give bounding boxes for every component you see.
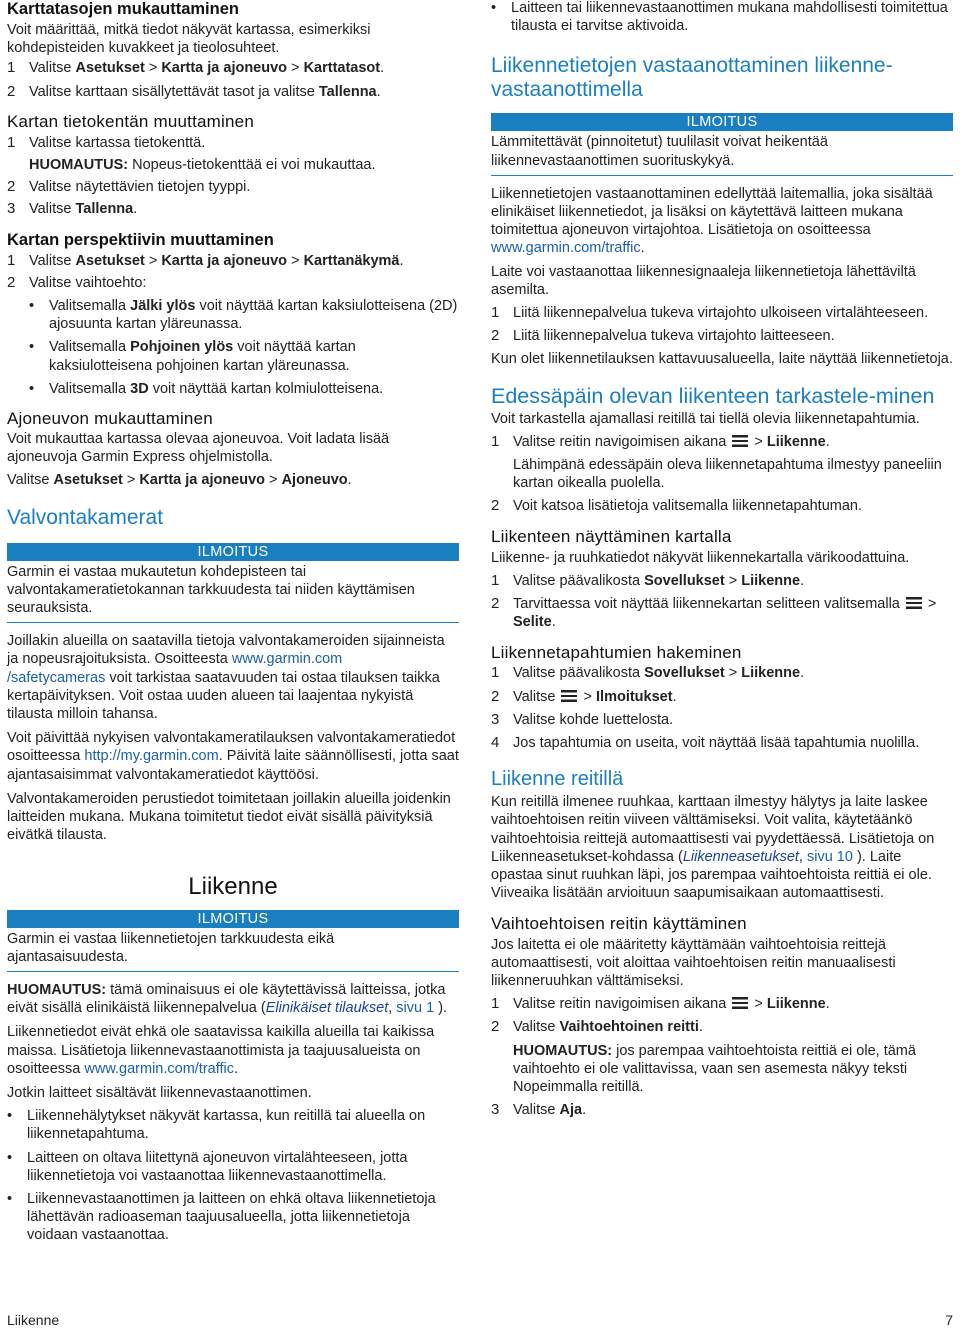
step: [7, 178, 459, 196]
step: [491, 664, 953, 682]
link[interactable]: www.garmin.com/traffic: [84, 1060, 234, 1077]
step: [491, 688, 953, 706]
notice-text: Garmin ei vastaa liikennetietojen tarkkuudesta eikä ajantasaisuudesta.: [7, 930, 335, 965]
step: [491, 1018, 953, 1036]
bullet-text: Liikennevastaanottimen ja laitteen on ehkä oltava liikennetietoja lähettävän radioaseman taajuusalueella, jotta liikennetietoja voidaan vastaanottaa.: [27, 1190, 436, 1244]
step-text: Jos tapahtumia on useita, voit näyttää lisää tapahtumia nuolilla.: [513, 735, 920, 752]
step: [7, 134, 459, 152]
subsection-title: Vaihtoehtoisen reitin käyttäminen: [491, 913, 747, 933]
bullet-item: [7, 380, 459, 398]
page-footer: [7, 1312, 953, 1328]
paragraph: Valitse Asetukset > Kartta ja ajoneuvo > Ajoneuvo.: [7, 472, 352, 489]
paragraph: Liikenne- ja ruuhkatiedot näkyvät liikennekartalla värikoodattuina.: [491, 549, 910, 566]
step: [491, 711, 953, 729]
bullet-text: Valitsemalla 3D voit näyttää kartan kolmiulotteisena.: [49, 380, 384, 397]
step: [7, 200, 459, 218]
step: [491, 433, 953, 451]
bullet-text: Liikennehälytykset näkyvät kartassa, kun reitillä tai alueella on liikennetapahtuma.: [27, 1108, 426, 1143]
step-text: Valitse > Ilmoitukset.: [513, 688, 677, 705]
step-number: 2: [7, 82, 16, 100]
bullet-glyph: •: [29, 339, 35, 356]
bullet-item: [491, 0, 953, 35]
bullet-glyph: •: [7, 1149, 13, 1166]
step-number: 2: [491, 1018, 500, 1036]
subsection-title: Kartan tietokentän muuttaminen: [7, 111, 254, 131]
paragraph: Valvontakameroiden perustiedot toimitetaan joillakin alueilla joidenkin laitteiden mukana. Mukana toimitetut tiedot eivät sisällä päivityksiä eivätkä tilausta.: [7, 790, 451, 844]
step-text: Voit katsoa lisätietoja valitsemalla liikennetapahtuman.: [513, 498, 863, 515]
step-text: Valitse karttaan sisällytettävät tasot ja valitse Tallenna.: [29, 83, 381, 100]
step: [491, 497, 953, 515]
bullet-item: [7, 1107, 459, 1143]
paragraph: Voit tarkastella ajamallasi reitillä tai tiellä olevia liikennetapahtumia.: [491, 410, 920, 427]
step-number: 3: [491, 1101, 500, 1119]
step-number: 2: [7, 273, 16, 291]
step-number: 4: [491, 734, 500, 752]
divider: [7, 622, 459, 623]
step-text: Valitse reitin navigoimisen aikana > Liikenne.: [513, 996, 830, 1013]
step-text: Valitse Asetukset > Kartta ja ajoneuvo > Karttatasot.: [29, 60, 385, 77]
section-title: Liikennetietojen vastaanottaminen liikenne-vastaanottimella: [491, 54, 893, 102]
step: [491, 304, 953, 322]
left-column: [7, 0, 459, 1245]
step-number: 1: [491, 432, 500, 450]
step-text: Valitse vaihtoehto:: [29, 274, 147, 291]
bullet-glyph: •: [491, 0, 497, 16]
note: HUOMAUTUS: Nopeus-tietokenttää ei voi mukauttaa.: [29, 157, 376, 174]
step-text: Valitse näytettävien tietojen tyyppi.: [29, 179, 251, 196]
link[interactable]: /safetycameras: [7, 669, 106, 686]
notice-banner: ILMOITUS: [7, 543, 459, 561]
step-number: 1: [7, 133, 16, 151]
bullet-text: Valitsemalla Jälki ylös voit näyttää kartan kaksiulotteisena (2D) ajosuunta kartan yläreunassa.: [49, 298, 458, 333]
step: [7, 83, 459, 101]
step-text: Valitse Tallenna.: [29, 201, 138, 218]
bullet-glyph: •: [7, 1108, 13, 1125]
bullet-text: Laitteen tai liikennevastaanottimen mukana mahdollisesti toimitettua tilausta ei tarvitse aktivoida.: [511, 0, 948, 35]
step-number: 1: [491, 571, 500, 589]
step-text: Tarvittaessa voit näyttää liikennekartan selitteen valitsemalla > Selite.: [513, 596, 937, 631]
step-number: 3: [491, 710, 500, 728]
step-number: 3: [7, 200, 16, 218]
step-result: Lähimpänä edessäpäin oleva liikennetapahtuma ilmestyy paneeliin kartan oikealla puolella.: [513, 457, 942, 492]
step-number: 1: [7, 251, 16, 269]
bullet-glyph: •: [29, 380, 35, 397]
step-number: 2: [491, 595, 500, 613]
cross-reference-link[interactable]: Liikenneasetukset: [682, 848, 799, 865]
step-text: Valitse kohde luettelosta.: [513, 711, 674, 728]
step-text: Valitse Vaihtoehtoinen reitti.: [513, 1019, 703, 1036]
bullet-item: [7, 297, 459, 333]
footer-section-name: Liikenne: [7, 1312, 60, 1328]
bullet-glyph: •: [7, 1190, 13, 1207]
step-number: 2: [7, 178, 16, 196]
paragraph: Voit määrittää, mitkä tiedot näkyvät kartassa, esimerkiksi kohdepisteiden kuvakkeet ja tieolosuhteet.: [7, 22, 371, 57]
page-link[interactable]: sivu 10: [806, 848, 853, 865]
paragraph: Liikennetiedot eivät ehkä ole saatavissa kaikilla alueilla tai kaikissa maissa. Lisätietoja liikennevastaanottimista ja taajuusalueista on osoitteessa www.garmin.com/traffic.: [7, 1024, 435, 1077]
notice-banner: ILMOITUS: [491, 113, 953, 131]
link[interactable]: http://my.garmin.com: [84, 748, 219, 765]
paragraph: Joillakin alueilla on saatavilla tietoja valvontakameroiden sijainneista ja nopeusrajoituksista. Osoitteesta www.garmin.com /safetycameras voit tarkistaa saatavuuden tai ostaa tilauksen taikka kertapäivityksen. Voit ostaa uuden alueen tai laajentaa nykyistä tilausta milloin tahansa.: [7, 633, 445, 723]
chapter-title: Valvontakamerat: [7, 505, 164, 529]
bullet-item: [7, 338, 459, 374]
notice-text: Lämmitettävät (pinnoitetut) tuulilasit voivat heikentää liikennevastaanottimen suorituskykyä.: [491, 134, 828, 169]
section-title: Liikenne reitillä: [491, 768, 624, 791]
step: [491, 734, 953, 752]
step-text: Valitse päävalikosta Sovellukset > Liikenne.: [513, 665, 805, 682]
step-text: Valitse reitin navigoimisen aikana > Liikenne.: [513, 433, 830, 450]
section-title: Ajoneuvon mukauttaminen: [7, 409, 213, 429]
bullet-item: [7, 1190, 459, 1245]
bullet-text: Laitteen on oltava liitettynä ajoneuvon virtalähteeseen, jotta liikennetietoja voi vastaanottaa liikennevastaanottimella.: [27, 1149, 408, 1184]
menu-icon: [732, 435, 748, 447]
step-number: 2: [491, 327, 500, 345]
subsection-title: Liikenteen näyttäminen kartalla: [491, 526, 732, 546]
notice-banner: ILMOITUS: [7, 910, 459, 928]
right-column: [491, 0, 953, 1119]
step-number: 1: [491, 304, 500, 322]
paragraph: Liikennetietojen vastaanottaminen edellyttää laitemallia, joka sisältää elinikäiset liikennetiedot, ja lisäksi on käytettävä laitteen mukana toimitettua ajoneuvon virtajohtoa. Lisätietoja on osoitteessa www.garmin.com/traffic.: [491, 185, 933, 257]
notice-text: Garmin ei vastaa mukautetun kohdepisteen tai valvontakameratietokannan tarkkuudesta tai niiden käyttämisen seurauksista.: [7, 563, 415, 617]
chapter-title: Liikenne: [188, 872, 278, 900]
step: [7, 274, 459, 292]
step-text: Liitä liikennepalvelua tukeva virtajohto laitteeseen.: [513, 328, 835, 345]
page-link[interactable]: sivu 1: [396, 1000, 435, 1017]
paragraph: Voit mukauttaa kartassa olevaa ajoneuvoa. Voit ladata lisää ajoneuvoja Garmin Express ohjelmistolla.: [7, 431, 390, 466]
subsection-title: Kartan perspektiivin muuttaminen: [7, 230, 274, 249]
paragraph: Jotkin laitteet sisältävät liikennevastaanottimen.: [7, 1084, 312, 1101]
divider: [491, 175, 953, 176]
divider: [7, 971, 459, 972]
paragraph: Jos laitetta ei ole määritetty käyttämään vaihtoehtoisia reittejä automaattisesti, voit aloittaa vaihtoehtoisen reitin manuaalisesti liikenneruuhkan välttämiseksi.: [491, 936, 896, 989]
bullet-text: Valitsemalla Pohjoinen ylös voit näyttää kartan kaksiulotteisena pohjoinen kartan yläreunassa.: [49, 339, 356, 374]
step-text: Valitse kartassa tietokenttä.: [29, 134, 206, 151]
menu-icon: [561, 690, 577, 702]
menu-icon: [732, 997, 748, 1009]
step: [491, 327, 953, 345]
step-number: 1: [7, 59, 16, 77]
paragraph: Voit päivittää nykyisen valvontakameratilauksen valvontakameratiedot osoitteessa http://my.garmin.com. Päivitä laite säännöllisesti, jotta saat ajantasaisimmat valvontakameratiedot käyttöösi.: [7, 730, 459, 783]
step-number: 1: [491, 995, 500, 1013]
step: [491, 595, 953, 631]
step: [491, 995, 953, 1013]
link[interactable]: www.garmin.com/traffic: [491, 240, 641, 257]
cross-reference-link[interactable]: Elinikäiset tilaukset: [265, 1000, 389, 1017]
step-text: Valitse päävalikosta Sovellukset > Liikenne.: [513, 572, 805, 589]
note: HUOMAUTUS: jos parempaa vaihtoehtoista reittiä ei ole, tämä vaihtoehto ei ole valittavissa, vaan sen asemesta näkyy teksti Nopeimmalla reitillä.: [513, 1042, 916, 1095]
footer-page-number: 7: [945, 1312, 953, 1328]
paragraph: Laite voi vastaanottaa liikennesignaaleja liikennetietoja lähettäviltä asemilta.: [491, 263, 916, 298]
step: [491, 1101, 953, 1119]
step: [7, 252, 459, 270]
paragraph: Kun olet liikennetilauksen kattavuusalueella, laite näyttää liikennetietoja.: [491, 351, 953, 368]
link[interactable]: www.garmin.com: [231, 651, 343, 668]
bullet-item: [7, 1149, 459, 1185]
bullet-glyph: •: [29, 298, 35, 315]
step-text: Valitse Asetukset > Kartta ja ajoneuvo > Karttanäkymä.: [29, 252, 404, 269]
step-number: 2: [491, 687, 500, 705]
paragraph: Kun reitillä ilmenee ruuhkaa, karttaan ilmestyy hälytys ja laite laskee vaihtoehtoisen reitin viiveen välttämiseksi. Voit valita, käytetäänkö vaihtoehtoisia reittejä automaattisesti vai pyydettäessä. Lisätietoja on Liikenneasetukset-kohdassa (Liikenneasetukset, sivu 10 ). Laite opastaa sinut ruuhkan läpi, jos parempaa vaihtoehtoista reittiä ei ole. Viiveaika lisätään arvioituun saapumisaikaan automaattisesti.: [491, 794, 935, 902]
step: [491, 572, 953, 590]
step: [7, 59, 459, 77]
subsection-title: Liikennetapahtumien hakeminen: [491, 643, 742, 663]
section-title: Karttatasojen mukauttaminen: [7, 0, 239, 18]
paragraph: HUOMAUTUS: tämä ominaisuus ei ole käytettävissä laitteissa, jotka eivät sisällä elinikäistä liikennepalvelua (Elinikäiset tilaukset, sivu 1 ).: [7, 981, 448, 1017]
step-number: 2: [491, 497, 500, 515]
step-text: Liitä liikennepalvelua tukeva virtajohto ulkoiseen virtalähteeseen.: [513, 305, 929, 322]
section-title: Edessäpäin olevan liikenteen tarkastele-minen: [491, 383, 935, 408]
step-text: Valitse Aja.: [513, 1102, 587, 1119]
menu-icon: [906, 597, 922, 609]
step-number: 1: [491, 664, 500, 682]
